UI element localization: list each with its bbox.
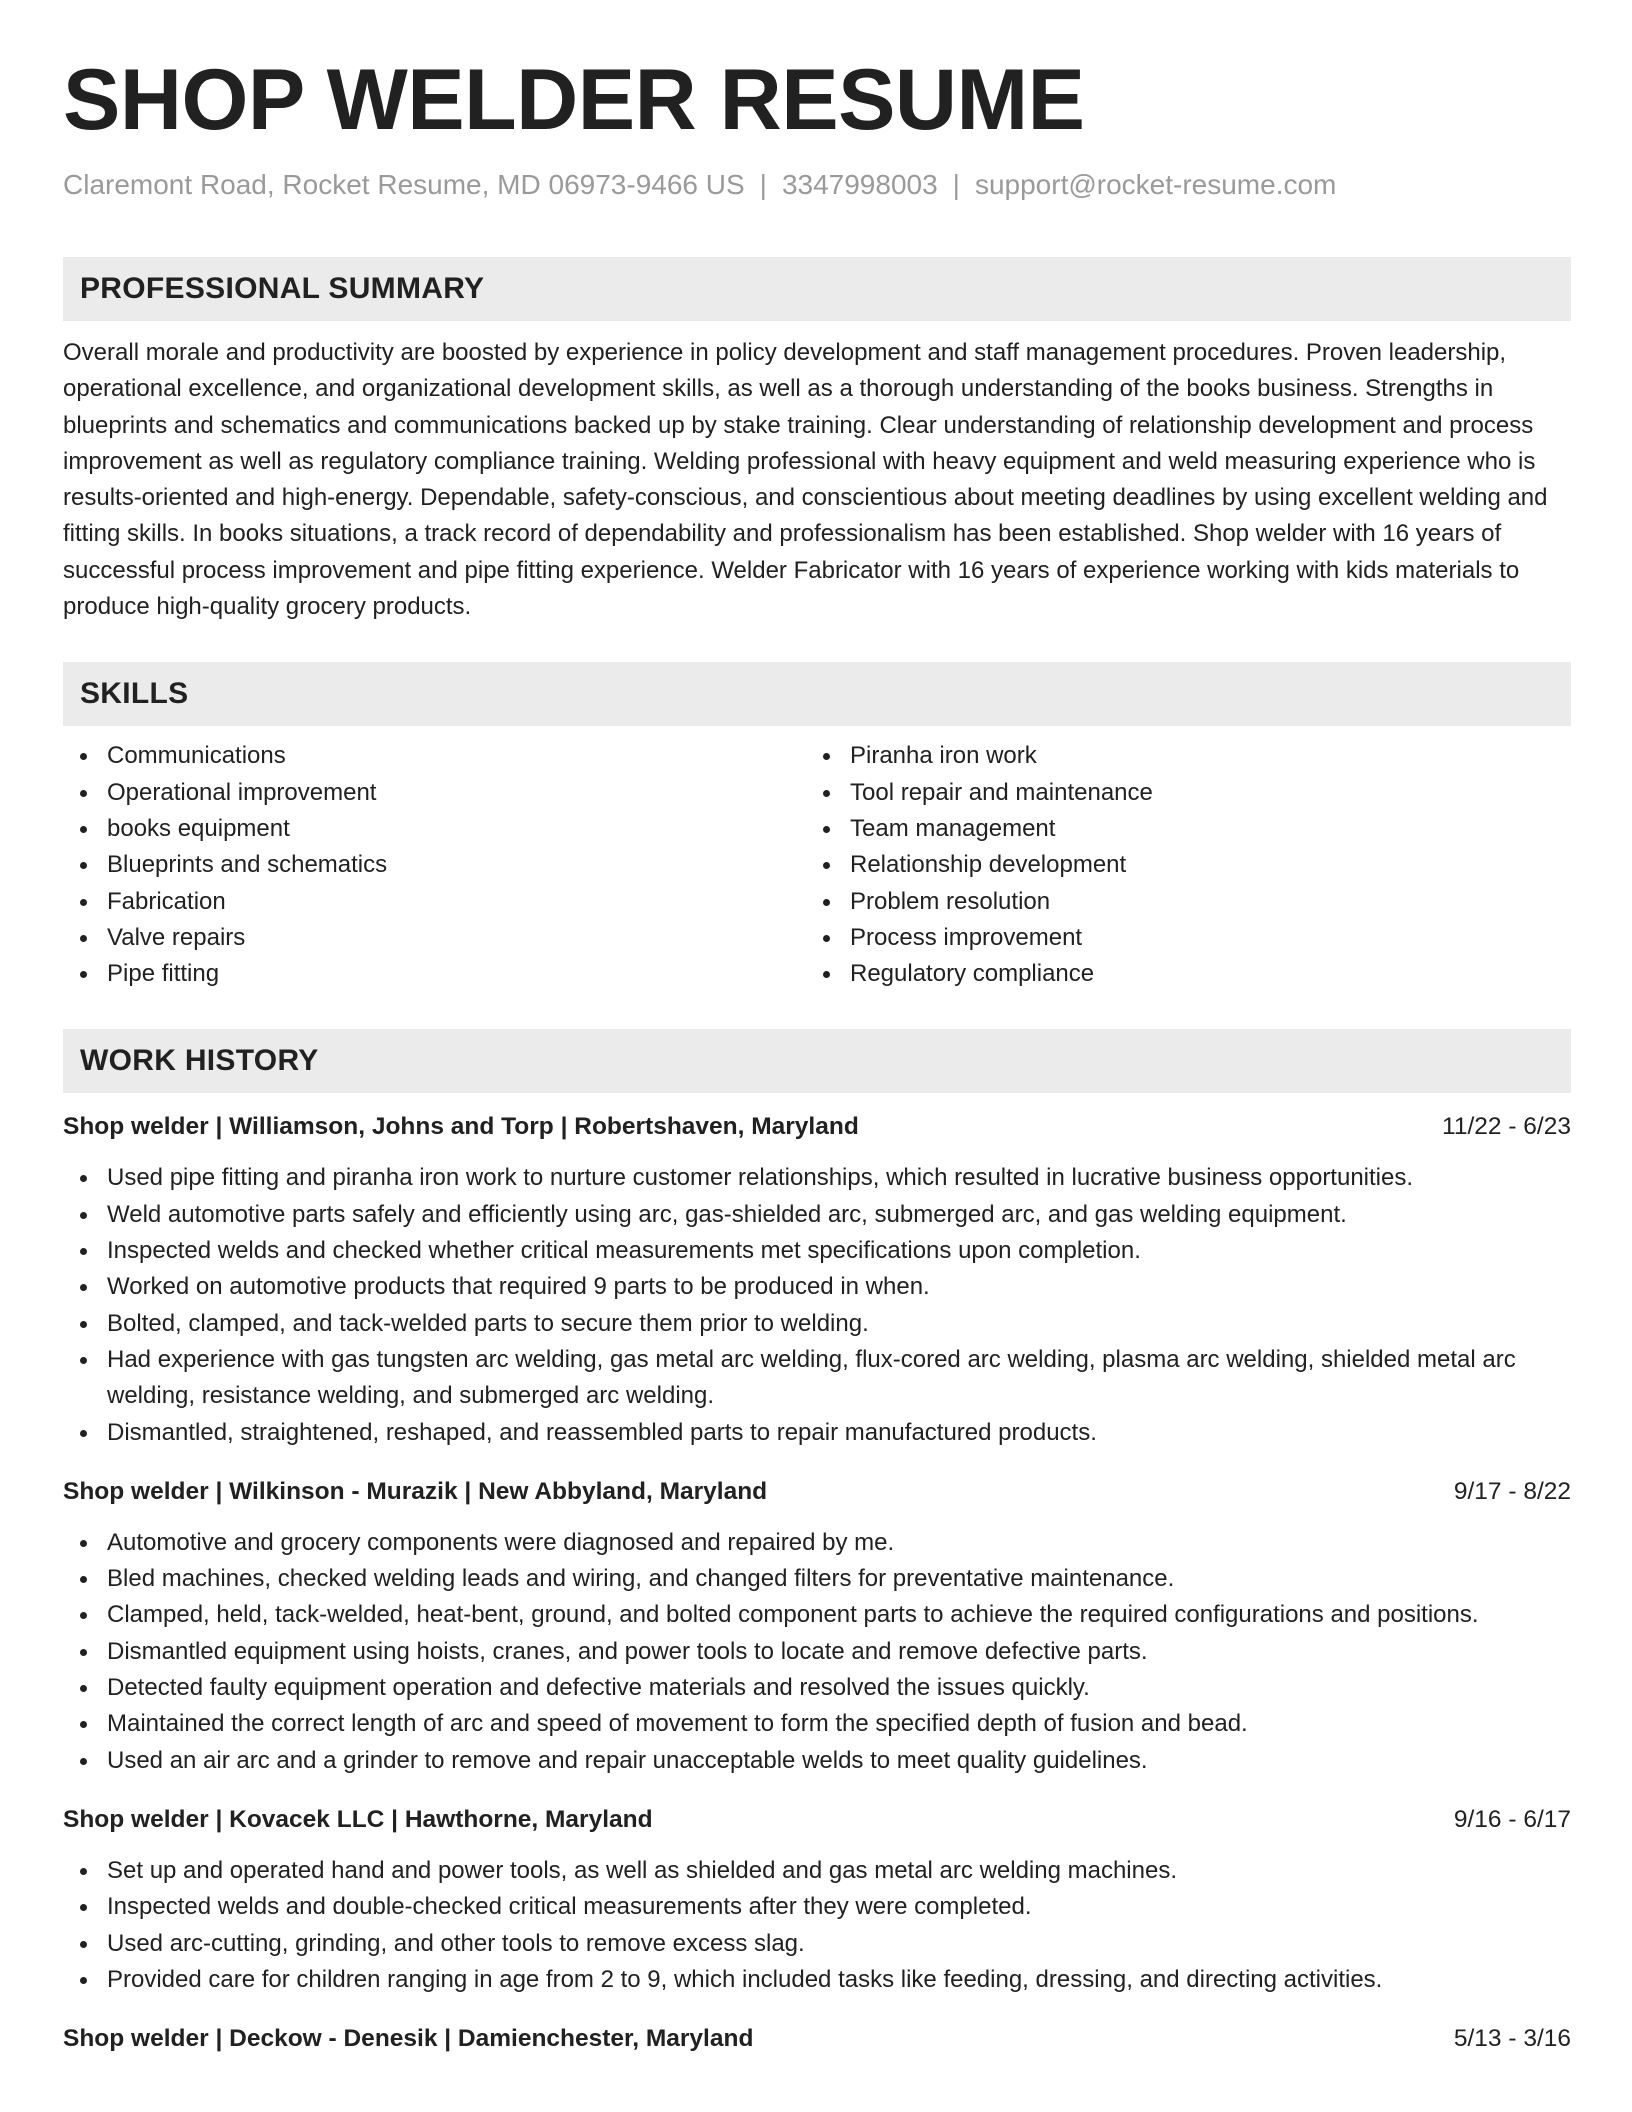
skill-item: Team management	[806, 811, 1549, 847]
contact-address: Claremont Road, Rocket Resume, MD 06973-9466 US	[63, 169, 745, 200]
contact-email: support@rocket-resume.com	[974, 169, 1337, 200]
job-entry	[63, 1474, 1571, 1779]
job-entry	[63, 1802, 1571, 1998]
resume-page	[63, 50, 1571, 2057]
skill-item: Valve repairs	[63, 920, 806, 956]
job-bullet: Inspected welds and double-checked critical measurements after they were completed.	[63, 1889, 1571, 1925]
job-bullet: Used pipe fitting and piranha iron work to nurture customer relationships, which resulted in lucrative business opportunities.	[63, 1160, 1571, 1196]
job-bullet: Bled machines, checked welding leads and wiring, and changed filters for preventative maintenance.	[63, 1561, 1571, 1597]
skill-item: Relationship development	[806, 847, 1549, 883]
skill-item: Piranha iron work	[806, 738, 1549, 774]
skill-item: Communications	[63, 738, 806, 774]
job-title: Shop welder | Kovacek LLC | Hawthorne, Maryland	[63, 1805, 653, 1833]
skills-list	[63, 738, 1571, 992]
skill-item: Blueprints and schematics	[63, 847, 806, 883]
job-header	[63, 2021, 1571, 2057]
job-dates: 9/17 - 8/22	[1453, 1477, 1571, 1505]
contact-separator: |	[952, 169, 960, 200]
job-bullet: Detected faulty equipment operation and defective materials and resolved the issues quickly.	[63, 1670, 1571, 1706]
job-header	[63, 1474, 1571, 1510]
section-heading-summary: PROFESSIONAL SUMMARY	[63, 257, 1571, 321]
job-title: Shop welder | Williamson, Johns and Torp | Robertshaven, Maryland	[63, 1113, 859, 1141]
skills-column-right	[806, 738, 1549, 992]
job-bullet: Clamped, held, tack-welded, heat-bent, ground, and bolted component parts to achieve the required configurations and positions.	[63, 1597, 1571, 1633]
job-bullet: Set up and operated hand and power tools, as well as shielded and gas metal arc welding machines.	[63, 1853, 1571, 1889]
section-heading-work-history: WORK HISTORY	[63, 1029, 1571, 1093]
skill-item: Tool repair and maintenance	[806, 775, 1549, 811]
job-header	[63, 1109, 1571, 1145]
job-bullet: Dismantled equipment using hoists, cranes, and power tools to locate and remove defective parts.	[63, 1634, 1571, 1670]
job-bullet: Inspected welds and checked whether critical measurements met specifications upon completion.	[63, 1233, 1571, 1269]
job-bullet: Dismantled, straightened, reshaped, and reassembled parts to repair manufactured products.	[63, 1415, 1571, 1451]
job-dates: 5/13 - 3/16	[1453, 2025, 1571, 2053]
job-bullet: Used arc-cutting, grinding, and other tools to remove excess slag.	[63, 1926, 1571, 1962]
skill-item: Regulatory compliance	[806, 956, 1549, 992]
page-title: SHOP WELDER RESUME	[63, 52, 1085, 148]
contact-separator: |	[759, 169, 767, 200]
skill-item: Pipe fitting	[63, 956, 806, 992]
job-bullets	[63, 1160, 1571, 1450]
job-bullets	[63, 1525, 1571, 1779]
contact-line	[63, 166, 1571, 204]
skill-item: books equipment	[63, 811, 806, 847]
job-bullet: Worked on automotive products that required 9 parts to be produced in when.	[63, 1269, 1571, 1305]
job-bullet: Maintained the correct length of arc and speed of movement to form the specified depth of fusion and bead.	[63, 1706, 1571, 1742]
job-bullet: Bolted, clamped, and tack-welded parts to secure them prior to welding.	[63, 1306, 1571, 1342]
job-dates: 9/16 - 6/17	[1453, 1805, 1571, 1833]
skill-item: Process improvement	[806, 920, 1549, 956]
summary-text: Overall morale and productivity are boosted by experience in policy development and staff management procedures. Proven leadership, operational excellence, and organizational development skills, as well as a thorough understanding of the books business. Strengths in blueprints and schematics and communications backed up by stake training. Clear understanding of relationship development and process improvement as well as regulatory compliance training. Welding professional with heavy equipment and weld measuring experience who is results-oriented and high-energy. Dependable, safety-conscious, and conscientious about meeting deadlines by using excellent welding and fitting skills. In books situations, a track record of dependability and professionalism has been established. Shop welder with 16 years of successful process improvement and pipe fitting experience. Welder Fabricator with 16 years of experience working with kids materials to produce high-quality grocery products.	[63, 339, 1548, 621]
job-title: Shop welder | Deckow - Denesik | Damienchester, Maryland	[63, 2025, 754, 2053]
job-bullet: Had experience with gas tungsten arc welding, gas metal arc welding, flux-cored arc welding, plasma arc welding, shielded metal arc welding, resistance welding, and submerged arc welding.	[63, 1342, 1571, 1415]
skills-column-left	[63, 738, 806, 992]
job-bullet: Automotive and grocery components were diagnosed and repaired by me.	[63, 1525, 1571, 1561]
job-bullets	[63, 1853, 1571, 1998]
job-header	[63, 1802, 1571, 1838]
job-title: Shop welder | Wilkinson - Murazik | New Abbyland, Maryland	[63, 1477, 768, 1505]
job-entry	[63, 1109, 1571, 1450]
contact-phone: 3347998003	[781, 169, 938, 200]
skill-item: Problem resolution	[806, 884, 1549, 920]
job-bullet: Used an air arc and a grinder to remove and repair unacceptable welds to meet quality guidelines.	[63, 1743, 1571, 1779]
job-dates: 11/22 - 6/23	[1442, 1113, 1571, 1141]
job-bullet: Weld automotive parts safely and efficiently using arc, gas-shielded arc, submerged arc, and gas welding equipment.	[63, 1197, 1571, 1233]
skill-item: Fabrication	[63, 884, 806, 920]
job-entry	[63, 2021, 1571, 2057]
job-bullet: Provided care for children ranging in age from 2 to 9, which included tasks like feeding, dressing, and directing activities.	[63, 1962, 1571, 1998]
skill-item: Operational improvement	[63, 775, 806, 811]
section-heading-skills: SKILLS	[63, 662, 1571, 726]
